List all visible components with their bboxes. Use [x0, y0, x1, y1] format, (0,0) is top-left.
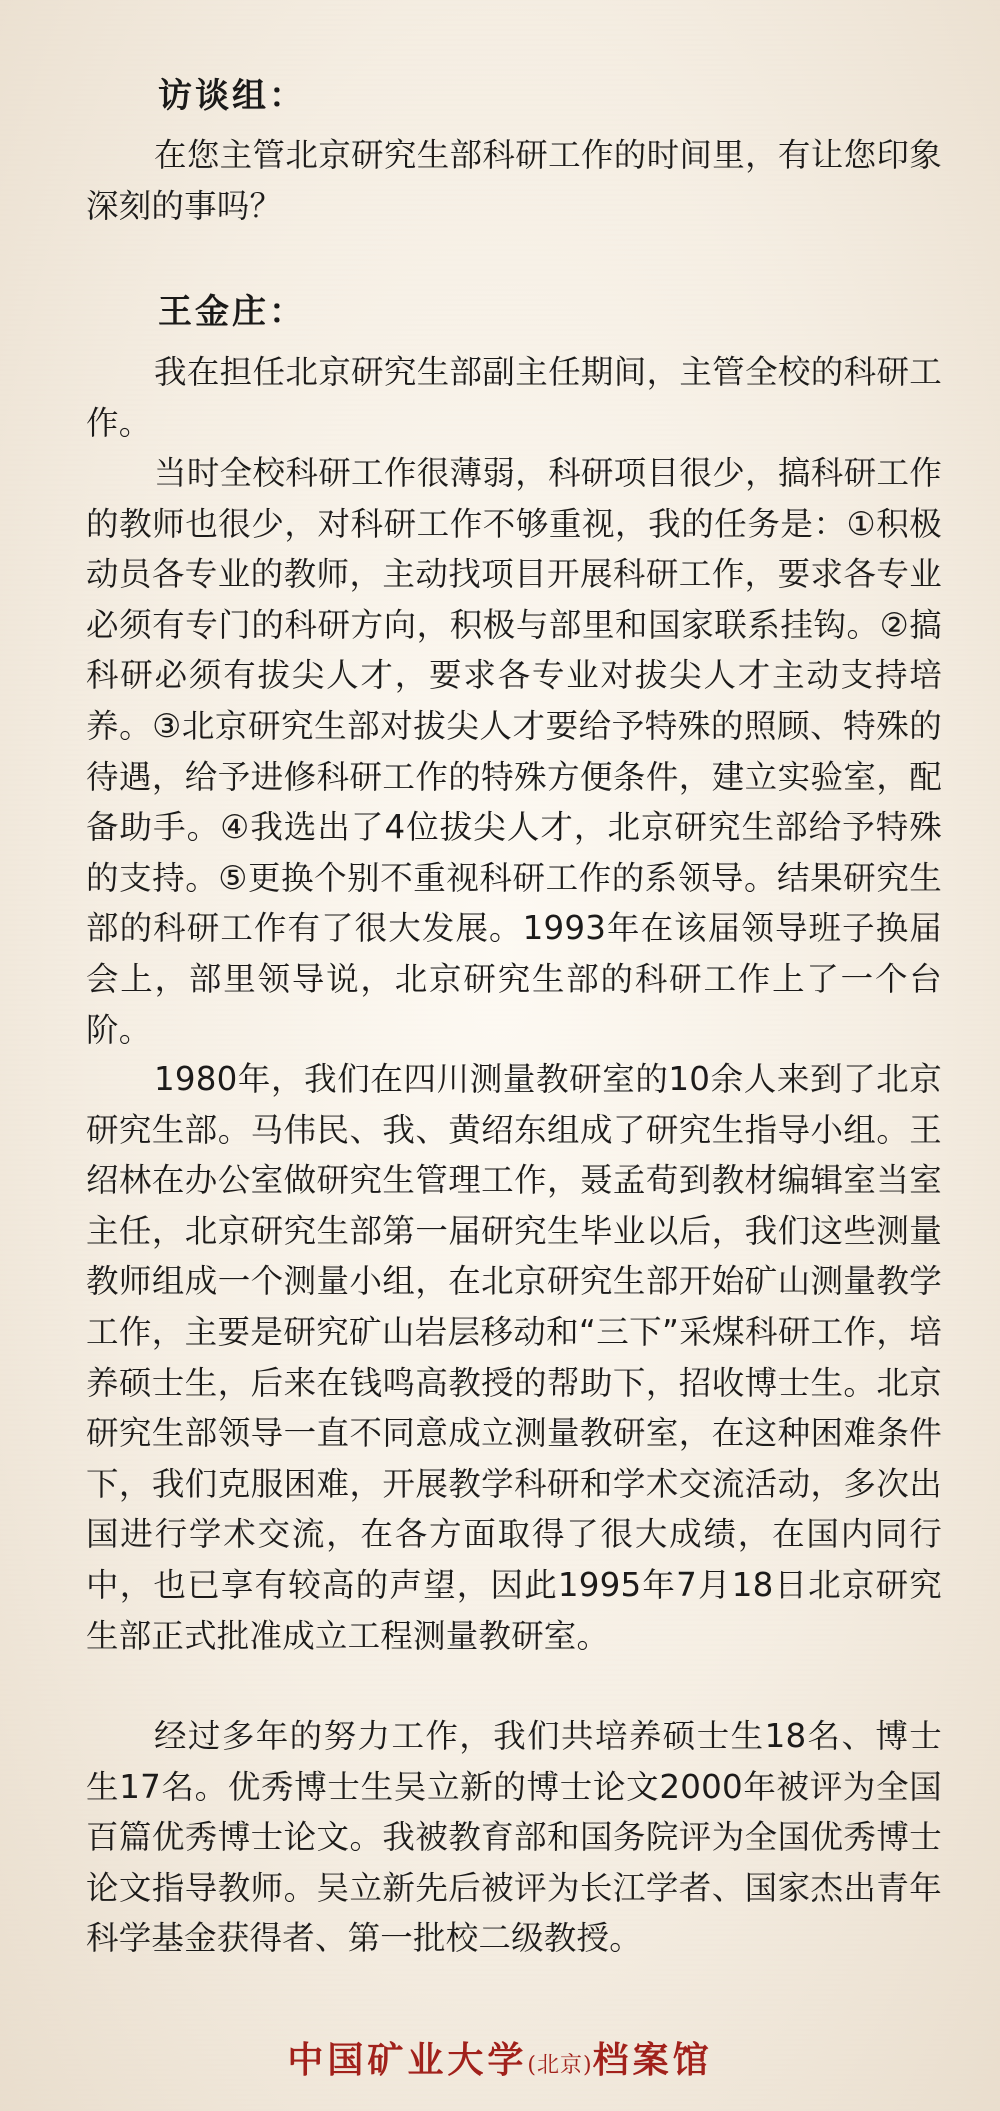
footer-archive-name: 档案馆 — [592, 2039, 713, 2081]
speaker-label-interview-group: 访谈组： — [158, 76, 306, 116]
speaker-label-wang-jinzhuang: 王金庄： — [158, 292, 306, 332]
footer-university-name: 中国矿业大学 — [287, 2039, 528, 2081]
question-paragraph: 在您主管北京研究生部科研工作的时间里，有让您印象深刻的事吗？ — [86, 136, 942, 225]
archive-footer-signature — [0, 2032, 1000, 2083]
answer-paragraph-4: 经过多年的努力工作，我们共培养硕士生18名、博士生17名。优秀博士生吴立新的博士论文2000年被评为全国百篇优秀博士论文。我被教育部和国务院评为全国优秀博士论文指导教师。吴立新先后被评为长江学者、国家杰出青年科学基金获得者、第一批校二级教授。 — [86, 1717, 942, 1958]
answer-paragraph-2: 当时全校科研工作很薄弱，科研项目很少，搞科研工作的教师也很少，对科研工作不够重视，我的任务是：①积极动员各专业的教师，主动找项目开展科研工作，要求各专业必须有专门的科研方向，积极与部里和国家联系挂钩。②搞科研必须有拔尖人才，要求各专业对拔尖人才主动支持培养。③北京研究生部对拔尖人才要给予特殊的照顾、特殊的待遇，给予进修科研工作的特殊方便条件，建立实验室，配备助手。④我选出了4位拔尖人才，北京研究生部给予特殊的支持。⑤更换个别不重视科研工作的系领导。结果研究生部的科研工作有了很大发展。1993年在该届领导班子换届会上，部里领导说，北京研究生部的科研工作上了一个台阶。 — [86, 454, 942, 1049]
footer-campus-name: (北京) — [527, 2053, 593, 2078]
answer-paragraph-1: 我在担任北京研究生部副主任期间，主管全校的科研工作。 — [86, 353, 942, 442]
answer-paragraph-3: 1980年，我们在四川测量教研室的10余人来到了北京研究生部。马伟民、我、黄绍东组成了研究生指导小组。王绍林在办公室做研究生管理工作，聂孟荀到教材编辑室当室主任，北京研究生部第一届研究生毕业以后，我们这些测量教师组成一个测量小组，在北京研究生部开始矿山测量教学工作，主要是研究矿山岩层移动和“三下”采煤科研工作，培养硕士生，后来在钱鸣高教授的帮助下，招收博士生。北京研究生部领导一直不同意成立测量教研室，在这种困难条件下，我们克服困难，开展教学科研和学术交流活动，多次出国进行学术交流，在各方面取得了很大成绩，在国内同行中，也已享有较高的声望，因此1995年7月18日北京研究生部正式批准成立工程测量教研室。 — [86, 1060, 942, 1655]
